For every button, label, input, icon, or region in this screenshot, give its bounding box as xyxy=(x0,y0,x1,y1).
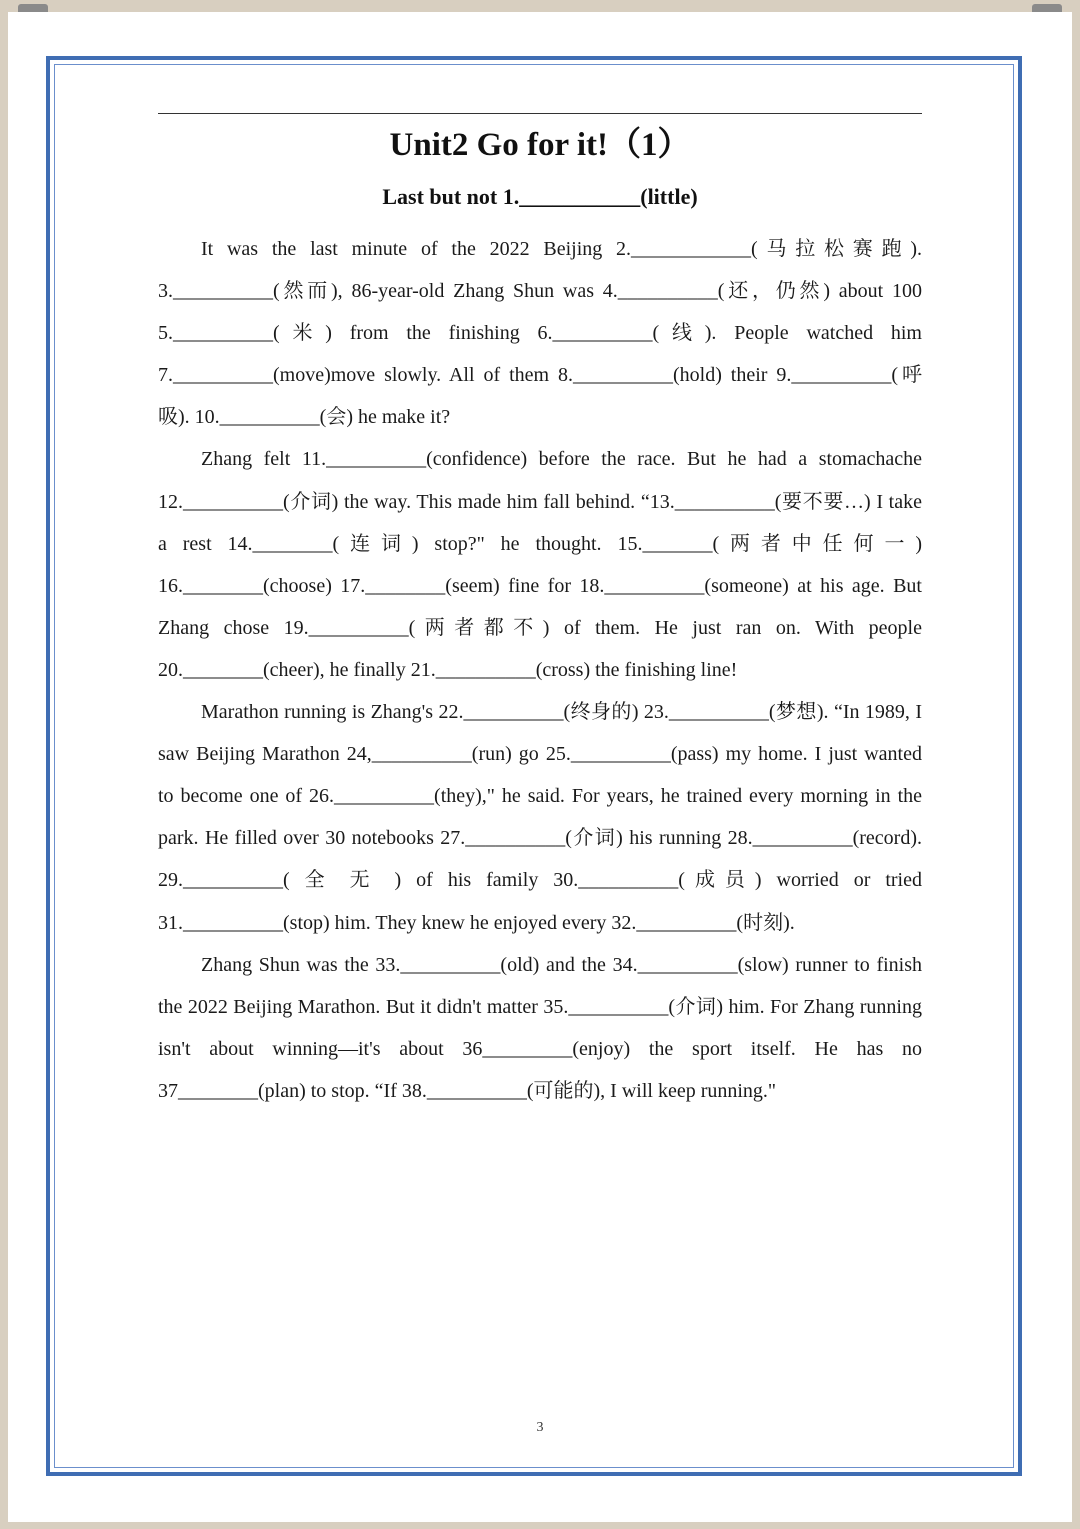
header-rule xyxy=(158,113,922,114)
page-number: 3 xyxy=(536,1420,544,1435)
passage-title: Last but not 1.___________(little) xyxy=(382,184,698,209)
paragraph: It was the last minute of the 2022 Beijing 2.____________(马拉松赛跑). 3.__________(然而), 86-year-old Zhang Shun was 4.__________(还，仍然) about 100 5.__________(米) from the finishing 6.__________(线). People watched him 7.__________(move)move slowly. All of them 8.__________(hold) their 9.__________(呼吸). 10.__________(会) he make it? xyxy=(158,238,922,429)
passage-body xyxy=(158,228,922,1112)
paragraph: Zhang felt 11.__________(confidence) before the race. But he had a stomachache 12.__________(介词) the way. This made him fall behind. “13.__________(要不要…) I take a rest 14.________(连词) stop?" he thought. 15._______(两者中任何一) 16.________(choose) 17.________(seem) fine for 18.__________(someone) at his age. But Zhang chose 19.__________(两者都不) of them. He just ran on. With people 20.________(cheer), he finally 21.__________(cross) the finishing line! xyxy=(158,448,922,681)
worksheet-title: Unit2 Go for it!（1） xyxy=(389,127,691,163)
paragraph: Marathon running is Zhang's 22.__________(终身的) 23.__________(梦想). “In 1989, I saw Beijing Marathon 24,__________(run) go 25.__________(pass) my home. I just wanted to become one of 26.__________(they)," he said. For years, he trained every morning in the park. He filled over 30 notebooks 27.__________(介词) his running 28.__________(record). 29.__________( 全 无 ) of his family 30.__________(成员) worried or tried 31.__________(stop) him. They knew he enjoyed every 32.__________(时刻). xyxy=(158,701,922,934)
paragraph: Zhang Shun was the 33.__________(old) and the 34.__________(slow) runner to finish the 2022 Beijing Marathon. But it didn't matter 35.__________(介词) him. For Zhang running isn't about winning—it's about 36_________(enjoy) the sport itself. He has no 37________(plan) to stop. “If 38.__________(可能的), I will keep running." xyxy=(158,953,922,1102)
